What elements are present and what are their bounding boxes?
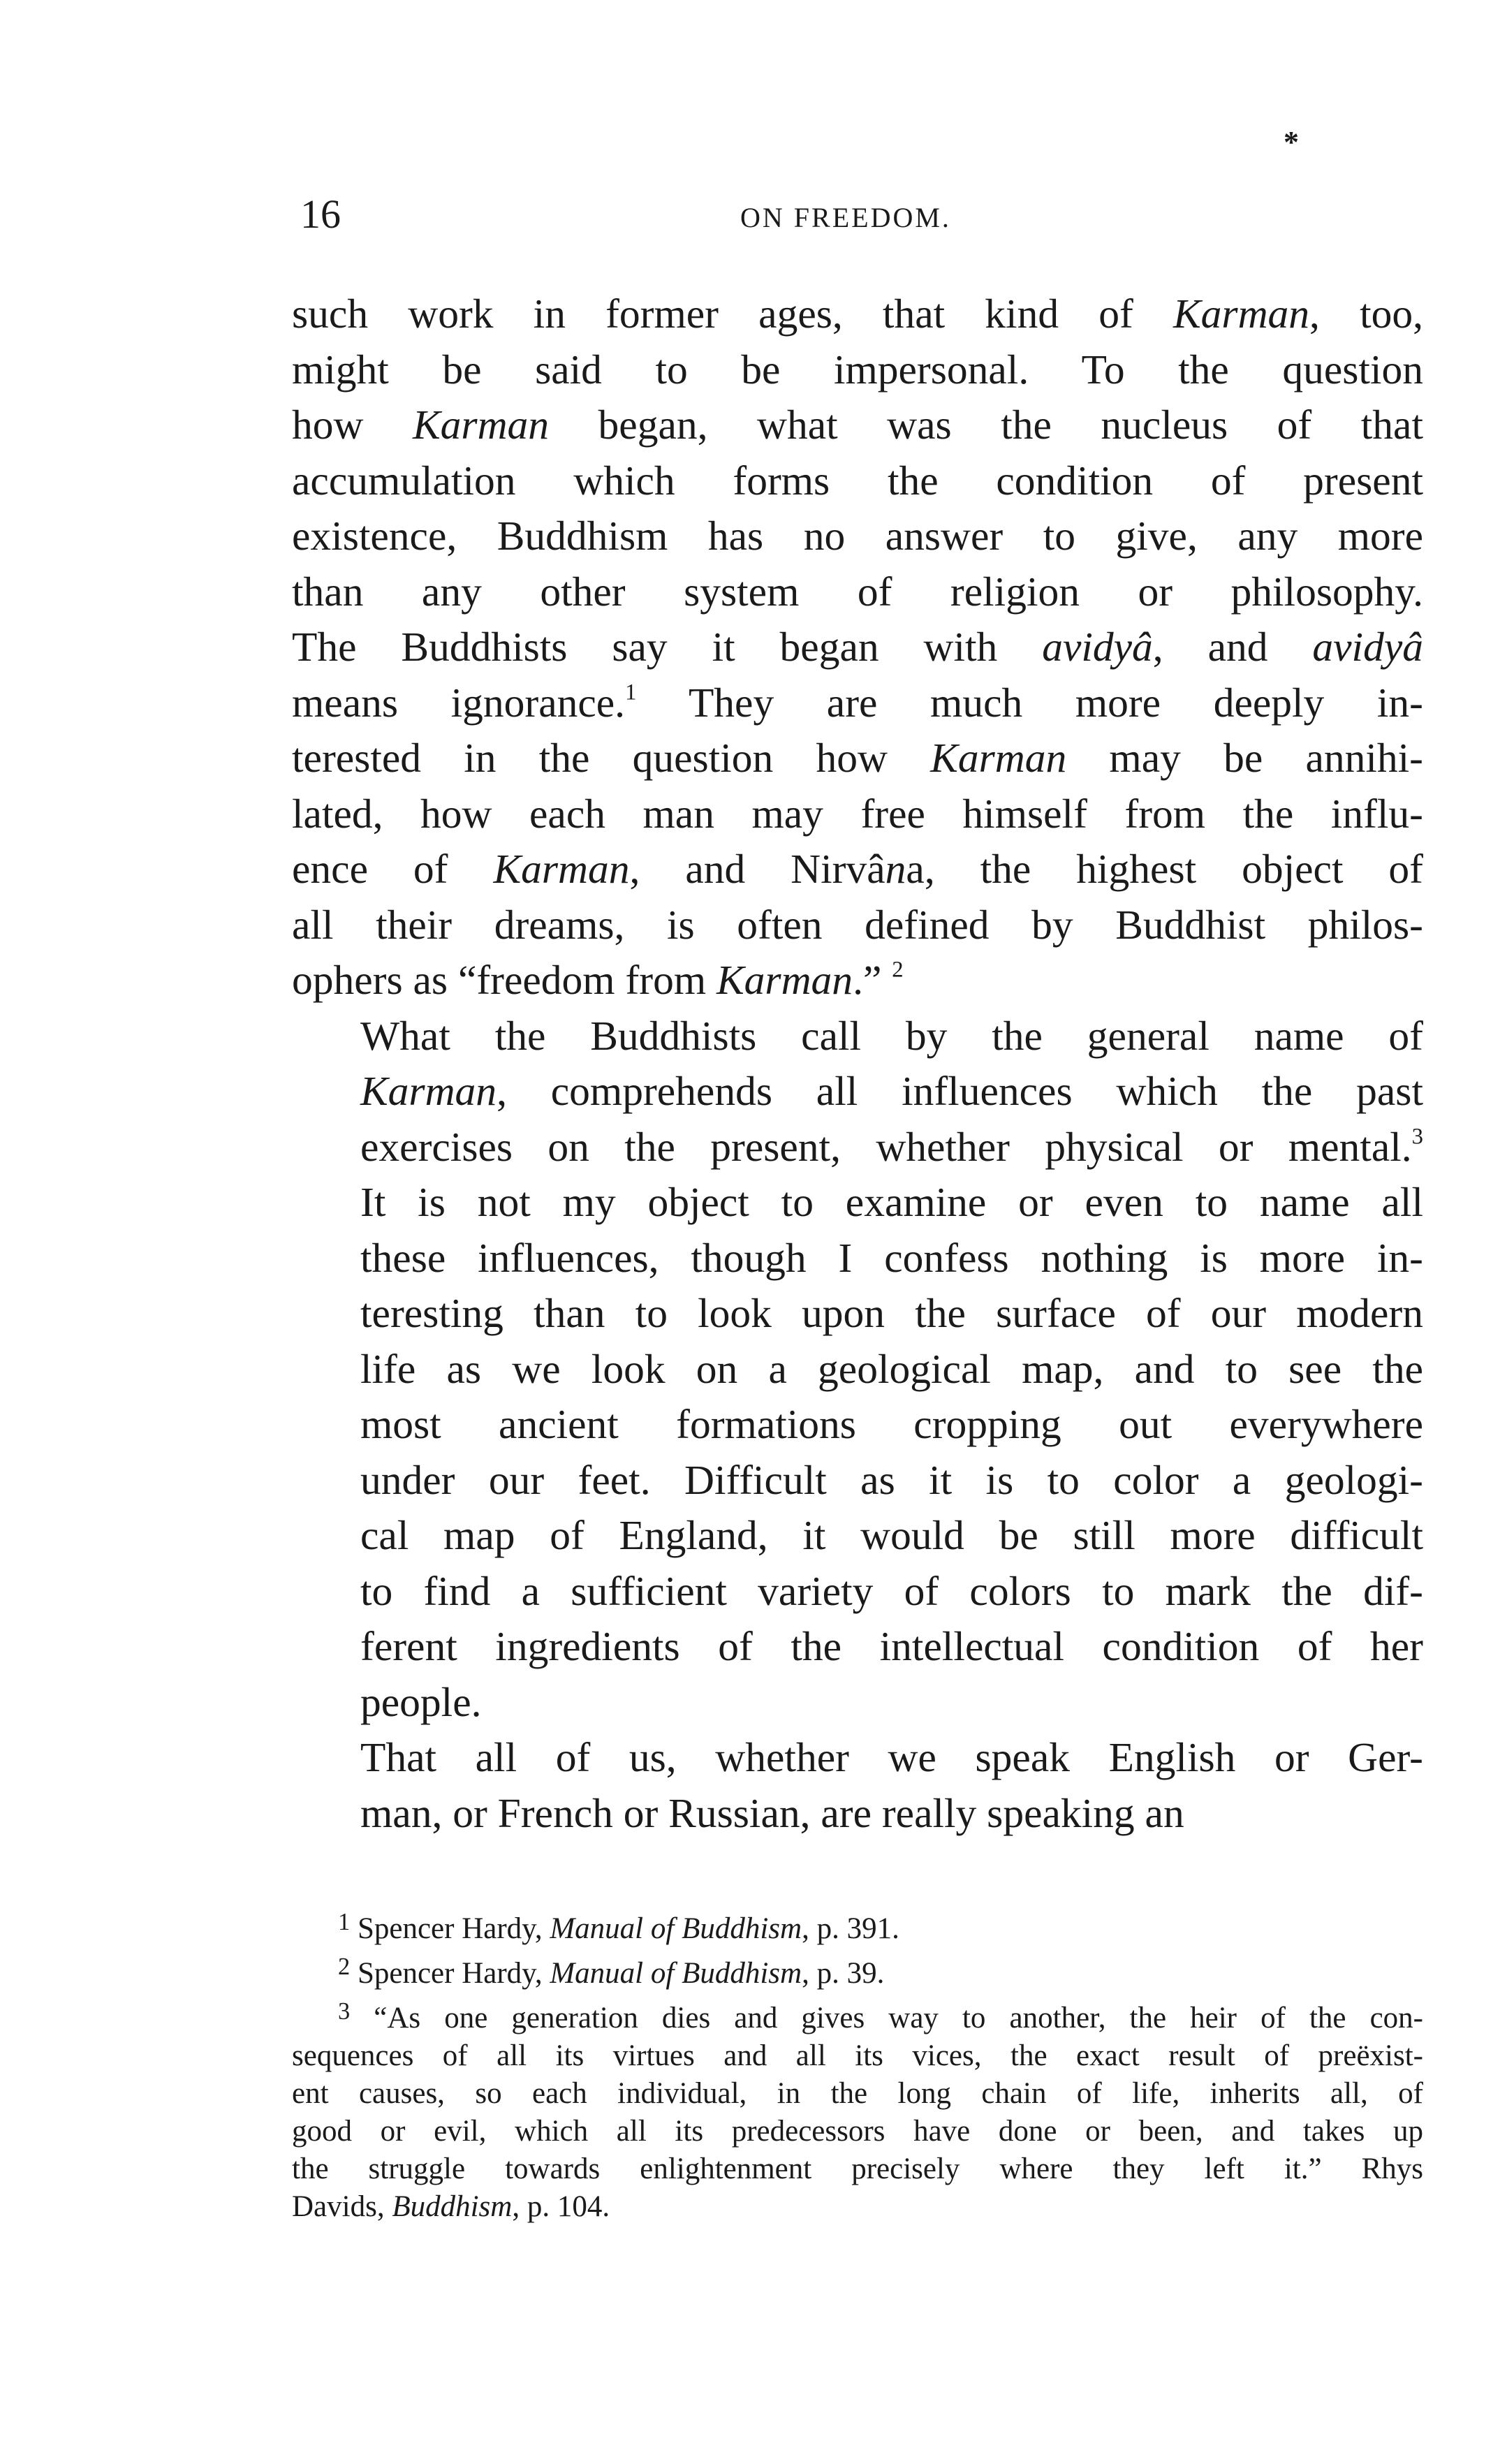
running-head: ON FREEDOM. bbox=[740, 202, 951, 233]
text-line: how Karman began, what was the nucleus of that bbox=[292, 402, 1423, 448]
footnotes bbox=[292, 1903, 1423, 2226]
text-line: people. bbox=[360, 1678, 482, 1725]
footnote-3 bbox=[292, 1993, 1423, 2226]
text-line: might be said to be impersonal. To the question bbox=[292, 346, 1423, 393]
text-line: teresting than to look upon the surface of our modern bbox=[360, 1290, 1423, 1336]
paragraph-3 bbox=[292, 1730, 1423, 1841]
footnote-number: 2 bbox=[338, 1953, 351, 1981]
text-line: ence of Karman, and Nirvâna, the highest object of bbox=[292, 846, 1423, 892]
text-line: ferent ingredients of the intellectual condition of her bbox=[360, 1623, 1423, 1669]
text-line: these influences, though I confess nothing is more in- bbox=[360, 1234, 1423, 1281]
page-number: 16 bbox=[300, 191, 341, 237]
text-line: The Buddhists say it began with avidyâ, and avidyâ bbox=[292, 624, 1423, 670]
text-line: cal map of England, it would be still more difficult bbox=[360, 1512, 1423, 1558]
text-line: most ancient formations cropping out everywhere bbox=[360, 1401, 1423, 1447]
text-line: ophers as “freedom from Karman.” $^2$ bbox=[292, 957, 904, 1003]
text-line: Karman, comprehends all influences which the past bbox=[360, 1068, 1423, 1114]
text-line: accumulation which forms the condition of present bbox=[292, 457, 1423, 504]
text-line: It is not my object to examine or even to name all bbox=[360, 1179, 1423, 1225]
footnote-line: $^3$ “As one generation dies and gives way to another, the heir of the con- bbox=[338, 1998, 1423, 2035]
footnote-reference: 3 bbox=[1411, 1123, 1423, 1149]
footnote-1 bbox=[292, 1903, 1423, 1948]
footnote-line: Davids, Buddhism, p. 104. bbox=[292, 2190, 610, 2224]
text-line: to find a sufficient variety of colors to mark the dif- bbox=[360, 1567, 1423, 1614]
text-line: exercises on the present, whether physical or mental.$^3$ bbox=[360, 1123, 1423, 1170]
text-line: That all of us, whether we speak English or Ger- bbox=[360, 1734, 1423, 1780]
footnote-line: the struggle towards enlightenment precisely where they left it.” Rhys bbox=[292, 2153, 1423, 2186]
text-line: all their dreams, is often defined by Buddhist philos- bbox=[292, 901, 1423, 948]
text-line: such work in former ages, that kind of Karman, too, bbox=[292, 291, 1423, 337]
footnote-line: good or evil, which all its predecessors have done or been, and takes up bbox=[292, 2115, 1423, 2148]
footnote-number: 3 bbox=[338, 1998, 351, 2025]
footnote-2 bbox=[292, 1948, 1423, 1993]
text-line: lated, how each man may free himself from the influ- bbox=[292, 790, 1423, 837]
paragraph-1 bbox=[292, 286, 1423, 1009]
text-line: means ignorance.$^1$ They are much more deeply in- bbox=[292, 679, 1423, 726]
text-line: What the Buddhists call by the general name of bbox=[360, 1012, 1423, 1059]
paragraph-2 bbox=[292, 1009, 1423, 1731]
footnote-reference: 1 bbox=[625, 679, 637, 705]
body-text bbox=[292, 286, 1423, 1841]
text-line: than any other system of religion or philosophy. bbox=[292, 568, 1423, 615]
printer-mark: * bbox=[1284, 125, 1299, 159]
footnote-reference: 2 bbox=[892, 957, 904, 983]
text-line: existence, Buddhism has no answer to give, any more bbox=[292, 513, 1423, 559]
footnote-line: $^1$ Spencer Hardy, Manual of Buddhism, p. 391. bbox=[338, 1909, 899, 1946]
footnote-line: ent causes, so each individual, in the long chain of life, inherits all, of bbox=[292, 2077, 1423, 2111]
text-line: under our feet. Difficult as it is to color a geologi- bbox=[360, 1456, 1423, 1503]
footnote-number: 1 bbox=[338, 1909, 351, 1935]
text-line: life as we look on a geological map, and to see the bbox=[360, 1345, 1423, 1392]
text-line: terested in the question how Karman may be annihi- bbox=[292, 735, 1423, 781]
footnote-line: $^2$ Spencer Hardy, Manual of Buddhism, p. 39. bbox=[338, 1953, 885, 1990]
text-line: man, or French or Russian, are really speaking an bbox=[360, 1789, 1184, 1836]
footnote-line: sequences of all its virtues and all its vices, the exact result of preëxist- bbox=[292, 2039, 1423, 2073]
